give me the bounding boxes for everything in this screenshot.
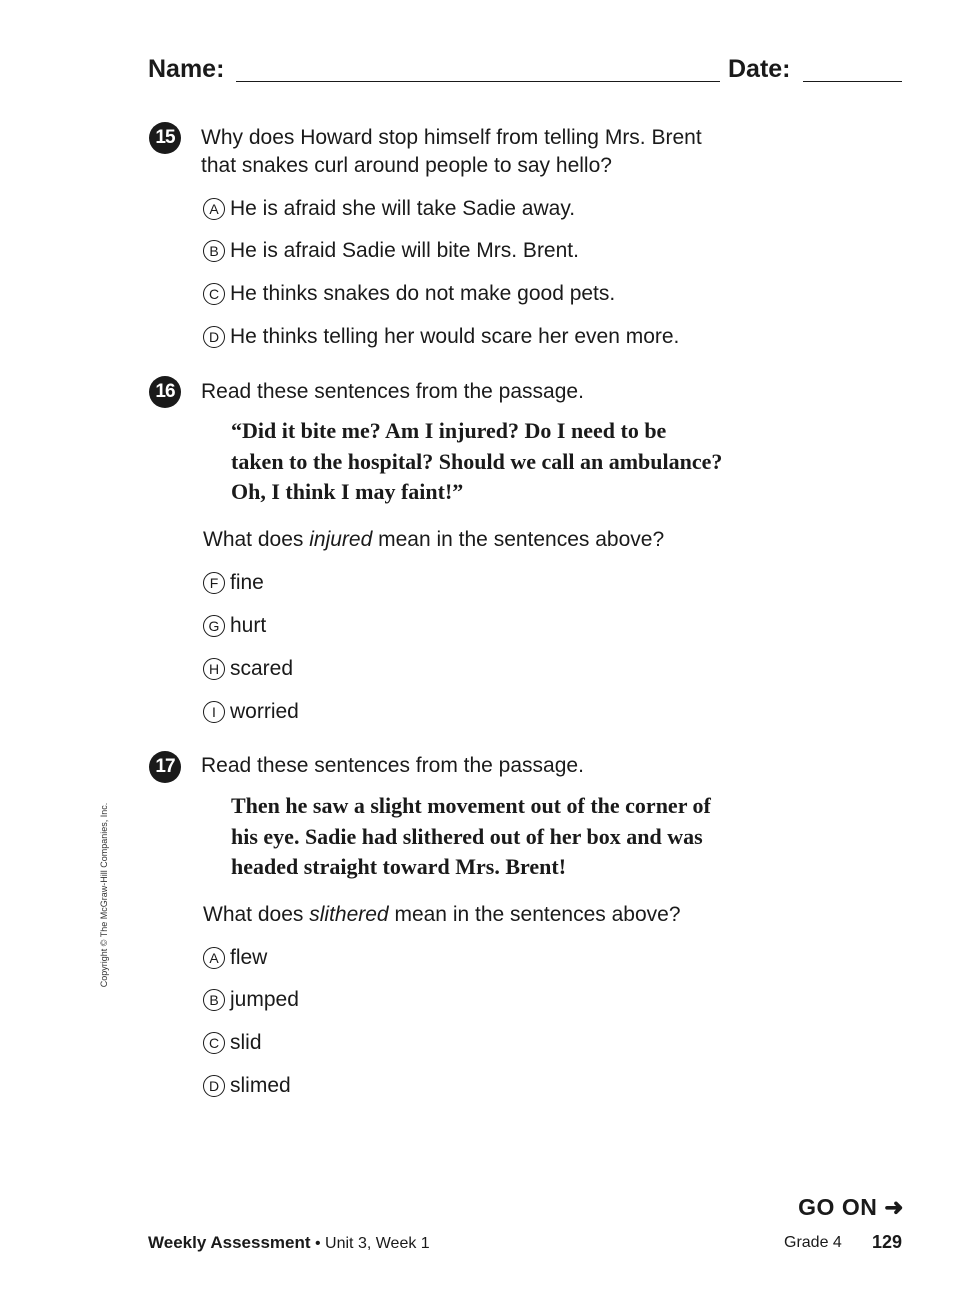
q15-option-a[interactable] xyxy=(203,195,575,223)
footer-assessment-info xyxy=(148,1233,430,1253)
passage-line: Then he saw a slight movement out of the corner of xyxy=(231,793,711,818)
date-field[interactable] xyxy=(803,81,902,82)
answer-bubble-icon[interactable]: C xyxy=(203,1032,225,1054)
passage-excerpt-17 xyxy=(231,791,791,883)
name-label: Name: xyxy=(148,55,225,83)
question-15-text xyxy=(201,124,702,180)
question-17-prompt xyxy=(203,901,681,929)
passage-line: Oh, I think I may faint!” xyxy=(231,479,464,504)
option-text: He thinks telling her would scare her even more. xyxy=(230,325,680,348)
go-on-label: GO ON xyxy=(798,1194,878,1220)
q17-option-d[interactable] xyxy=(203,1072,291,1100)
option-text: flew xyxy=(230,946,268,969)
question-16-prompt xyxy=(203,526,664,554)
go-on-indicator xyxy=(798,1194,904,1221)
q15-option-b[interactable] xyxy=(203,237,579,265)
answer-bubble-icon[interactable]: A xyxy=(203,947,225,969)
q17-option-c[interactable] xyxy=(203,1029,262,1057)
question-17-text: Read these sentences from the passage. xyxy=(201,754,584,777)
prompt-post: mean in the sentences above? xyxy=(372,528,665,551)
question-16-text: Read these sentences from the passage. xyxy=(201,380,584,403)
answer-bubble-icon[interactable]: G xyxy=(203,615,225,637)
answer-bubble-icon[interactable]: H xyxy=(203,658,225,680)
option-text: jumped xyxy=(230,988,299,1011)
q16-option-f[interactable] xyxy=(203,569,264,597)
answer-bubble-icon[interactable]: A xyxy=(203,198,225,220)
arrow-right-icon: ➜ xyxy=(884,1194,904,1220)
q17-option-b[interactable] xyxy=(203,986,299,1014)
q16-option-i[interactable] xyxy=(203,698,299,726)
option-text: fine xyxy=(230,571,264,594)
question-number-16: 16 xyxy=(149,376,181,408)
option-text: He is afraid Sadie will bite Mrs. Brent. xyxy=(230,239,579,262)
passage-line: “Did it bite me? Am I injured? Do I need to be xyxy=(231,418,667,443)
answer-bubble-icon[interactable]: I xyxy=(203,701,225,723)
copyright-notice: Copyright © The McGraw-Hill Companies, Inc. xyxy=(99,802,109,988)
question-number-15: 15 xyxy=(149,122,181,154)
option-text: slid xyxy=(230,1031,262,1054)
bullet-separator: • xyxy=(310,1235,326,1252)
answer-bubble-icon[interactable]: D xyxy=(203,326,225,348)
page-number: 129 xyxy=(872,1232,903,1252)
option-text: worried xyxy=(230,700,299,723)
question-15-line-2: that snakes curl around people to say hello? xyxy=(201,154,612,177)
option-text: He thinks snakes do not make good pets. xyxy=(230,282,616,305)
passage-line: his eye. Sadie had slithered out of her box and was xyxy=(231,823,703,849)
option-text: He is afraid she will take Sadie away. xyxy=(230,197,576,220)
option-text: hurt xyxy=(230,614,267,637)
q16-option-h[interactable] xyxy=(203,655,293,683)
answer-bubble-icon[interactable]: B xyxy=(203,989,225,1011)
q17-option-a[interactable] xyxy=(203,944,267,972)
date-label: Date: xyxy=(728,55,791,83)
vocab-word: injured xyxy=(309,528,373,551)
assessment-title: Weekly Assessment xyxy=(148,1233,311,1252)
answer-bubble-icon[interactable]: D xyxy=(203,1075,225,1097)
question-number-17: 17 xyxy=(149,751,181,783)
prompt-pre: What does xyxy=(203,903,310,926)
passage-line: headed straight toward Mrs. Brent! xyxy=(231,854,567,879)
q16-option-g[interactable] xyxy=(203,612,266,640)
grade-label: Grade 4 xyxy=(784,1234,842,1251)
passage-excerpt-16 xyxy=(231,416,791,508)
passage-line: taken to the hospital? Should we call an ambulance? xyxy=(231,448,723,474)
option-text: scared xyxy=(230,657,294,680)
answer-bubble-icon[interactable]: F xyxy=(203,572,225,594)
q15-option-c[interactable] xyxy=(203,280,615,308)
answer-bubble-icon[interactable]: B xyxy=(203,240,225,262)
header xyxy=(148,52,904,86)
option-text: slimed xyxy=(230,1074,291,1097)
question-15-line-1: Why does Howard stop himself from telling Mrs. Brent xyxy=(201,126,702,149)
name-field[interactable] xyxy=(236,81,720,82)
unit-week: Unit 3, Week 1 xyxy=(325,1235,430,1252)
answer-bubble-icon[interactable]: C xyxy=(203,283,225,305)
vocab-word: slithered xyxy=(309,903,389,926)
prompt-post: mean in the sentences above? xyxy=(388,903,681,926)
q15-option-d[interactable] xyxy=(203,323,679,351)
prompt-pre: What does xyxy=(203,528,310,551)
